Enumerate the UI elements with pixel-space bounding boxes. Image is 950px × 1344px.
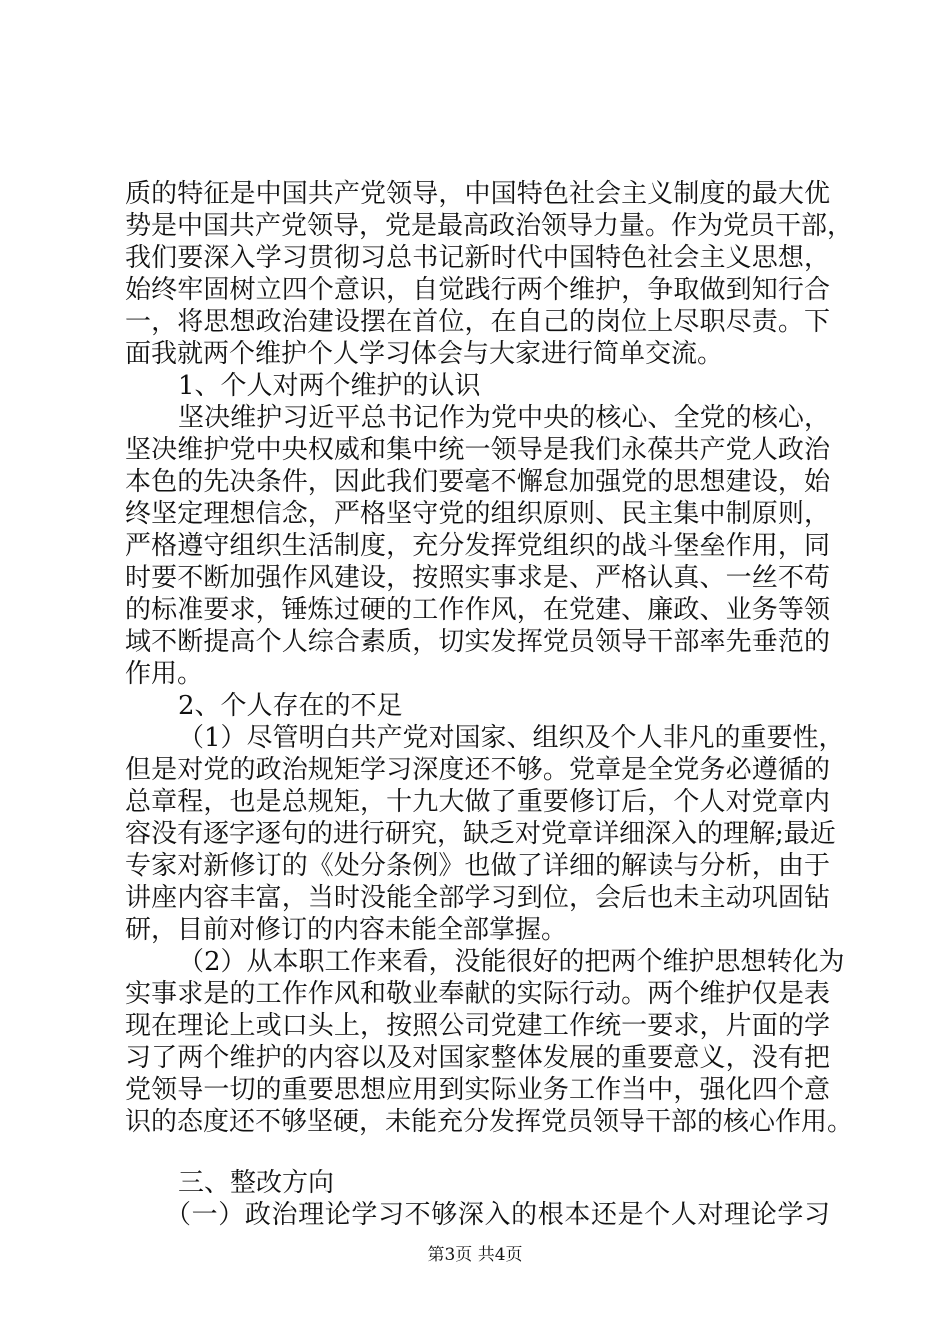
section-heading-1: 1、个人对两个维护的认识 (178, 371, 481, 401)
body-line-26: 实事求是的工作作风和敬业奉献的实际行动。两个维护仅是表 (125, 979, 830, 1009)
body-line-14: 的标准要求，锤炼过硬的工作作风，在党建、廉政、业务等领 (125, 595, 830, 625)
body-line-22: 专家对新修订的《处分条例》也做了详细的解读与分析，由于 (125, 851, 830, 881)
body-line-20: 总章程，也是总规矩，十九大做了重要修订后，个人对党章内 (125, 787, 830, 817)
body-line-25: （2）从本职工作来看，没能很好的把两个维护思想转化为 (178, 947, 845, 977)
body-line-23: 讲座内容丰富，当时没能全部学习到位，会后也未主动巩固钻 (125, 883, 830, 913)
body-line-32: （一）政治理论学习不够深入的根本还是个人对理论学习 (165, 1200, 830, 1230)
page-footer: 第3页 共4页 (427, 1245, 523, 1265)
body-line-3: 我们要深入学习贯彻习总书记新时代中国特色社会主义思想， (125, 243, 830, 273)
body-line-5: 一，将思想政治建设摆在首位，在自己的岗位上尽职尽责。下 (125, 307, 830, 337)
body-line-29: 党领导一切的重要思想应用到实际业务工作当中，强化四个意 (125, 1075, 830, 1105)
section-heading-3: 三、整改方向 (178, 1168, 335, 1198)
body-line-24: 研，目前对修订的内容未能全部掌握。 (125, 915, 568, 945)
body-line-4: 始终牢固树立四个意识，自觉践行两个维护，争取做到知行合 (125, 275, 830, 305)
body-line-19: 但是对党的政治规矩学习深度还不够。党章是全党务必遵循的 (125, 755, 830, 785)
body-line-6: 面我就两个维护个人学习体会与大家进行简单交流。 (125, 339, 724, 369)
body-line-28: 习了两个维护的内容以及对国家整体发展的重要意义，没有把 (125, 1043, 830, 1073)
body-line-18: （1）尽管明白共产党对国家、组织及个人非凡的重要性， (178, 723, 845, 753)
body-line-13: 时要不断加强作风建设，按照实事求是、严格认真、一丝不苟 (125, 563, 830, 593)
body-line-12: 严格遵守组织生活制度，充分发挥党组织的战斗堡垒作用，同 (125, 531, 830, 561)
body-line-2: 势是中国共产党领导，党是最高政治领导力量。作为党员干部， (125, 211, 854, 241)
body-line-1: 质的特征是中国共产党领导，中国特色社会主义制度的最大优 (125, 179, 830, 209)
body-line-27: 现在理论上或口头上，按照公司党建工作统一要求，片面的学 (125, 1011, 830, 1041)
body-line-30: 识的态度还不够坚硬，未能充分发挥党员领导干部的核心作用。 (125, 1107, 854, 1137)
body-line-9: 坚决维护党中央权威和集中统一领导是我们永葆共产党人政治 (125, 435, 830, 465)
body-line-16: 作用。 (125, 659, 204, 689)
body-line-8: 坚决维护习近平总书记作为党中央的核心、全党的核心， (178, 403, 830, 433)
body-line-10: 本色的先决条件，因此我们要毫不懈怠加强党的思想建设，始 (125, 467, 830, 497)
body-line-11: 终坚定理想信念，严格坚守党的组织原则、民主集中制原则， (125, 499, 830, 529)
section-heading-2: 2、个人存在的不足 (178, 691, 403, 721)
body-line-15: 域不断提高个人综合素质，切实发挥党员领导干部率先垂范的 (125, 627, 830, 657)
body-line-21: 容没有逐字逐句的进行研究，缺乏对党章详细深入的理解;最近 (125, 819, 836, 849)
